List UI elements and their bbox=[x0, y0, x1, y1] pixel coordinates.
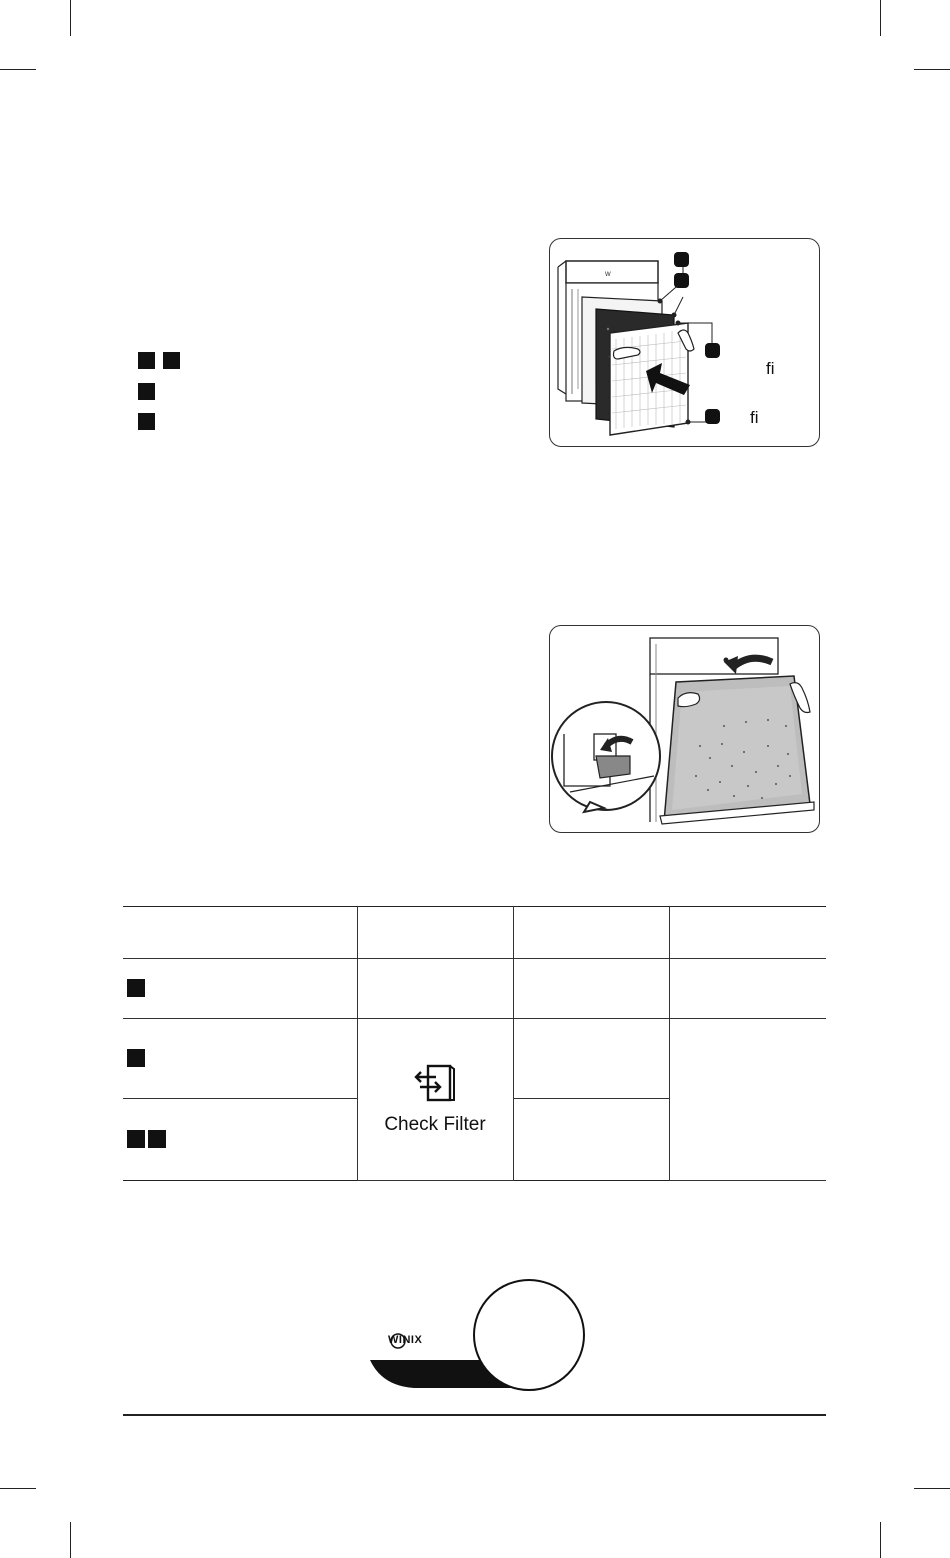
crop-mark bbox=[914, 69, 950, 70]
table-row bbox=[123, 959, 826, 1019]
marker-square bbox=[138, 383, 155, 400]
marker-square bbox=[127, 1049, 145, 1067]
crop-mark bbox=[880, 0, 881, 36]
marker-square bbox=[127, 979, 145, 997]
marker-square bbox=[148, 1130, 166, 1148]
table-cell bbox=[123, 959, 357, 1019]
table-header-row bbox=[123, 907, 826, 959]
table-cell bbox=[669, 1019, 826, 1181]
table-header-cell bbox=[123, 907, 357, 959]
table-header-cell bbox=[513, 907, 669, 959]
crop-mark bbox=[70, 0, 71, 36]
table-row bbox=[123, 1019, 826, 1099]
table-cell bbox=[513, 959, 669, 1019]
front-cover-illustration bbox=[550, 626, 819, 832]
marker-square bbox=[127, 1130, 145, 1148]
table-cell bbox=[513, 1099, 669, 1181]
table-cell bbox=[123, 1019, 357, 1099]
crop-mark bbox=[880, 1522, 881, 1558]
table-cell bbox=[669, 959, 826, 1019]
front-cover-figure bbox=[549, 625, 820, 833]
table-header-cell bbox=[357, 907, 513, 959]
marker-square bbox=[138, 413, 155, 430]
bottom-divider bbox=[123, 1414, 826, 1416]
table-cell bbox=[513, 1019, 669, 1099]
table-cell bbox=[123, 1099, 357, 1181]
winix-logo: WINIX bbox=[388, 1334, 423, 1346]
filter-assembly-illustration bbox=[550, 239, 819, 446]
crop-mark bbox=[70, 1522, 71, 1558]
check-filter-label: Check Filter bbox=[384, 1114, 486, 1135]
check-filter-icon bbox=[412, 1063, 458, 1103]
svg-text:W: W bbox=[605, 272, 611, 278]
filter-assembly-figure bbox=[549, 238, 820, 447]
marker-square bbox=[138, 352, 155, 369]
marker-square bbox=[163, 352, 180, 369]
callout-label-4: fi bbox=[750, 408, 759, 427]
callout-label-3: fi bbox=[766, 359, 775, 378]
table-header-cell bbox=[669, 907, 826, 959]
crop-mark bbox=[0, 69, 36, 70]
check-filter-cell bbox=[357, 1019, 513, 1181]
crop-mark bbox=[914, 1488, 950, 1489]
crop-mark bbox=[0, 1488, 36, 1489]
table-cell bbox=[357, 959, 513, 1019]
filter-table bbox=[123, 906, 826, 1181]
